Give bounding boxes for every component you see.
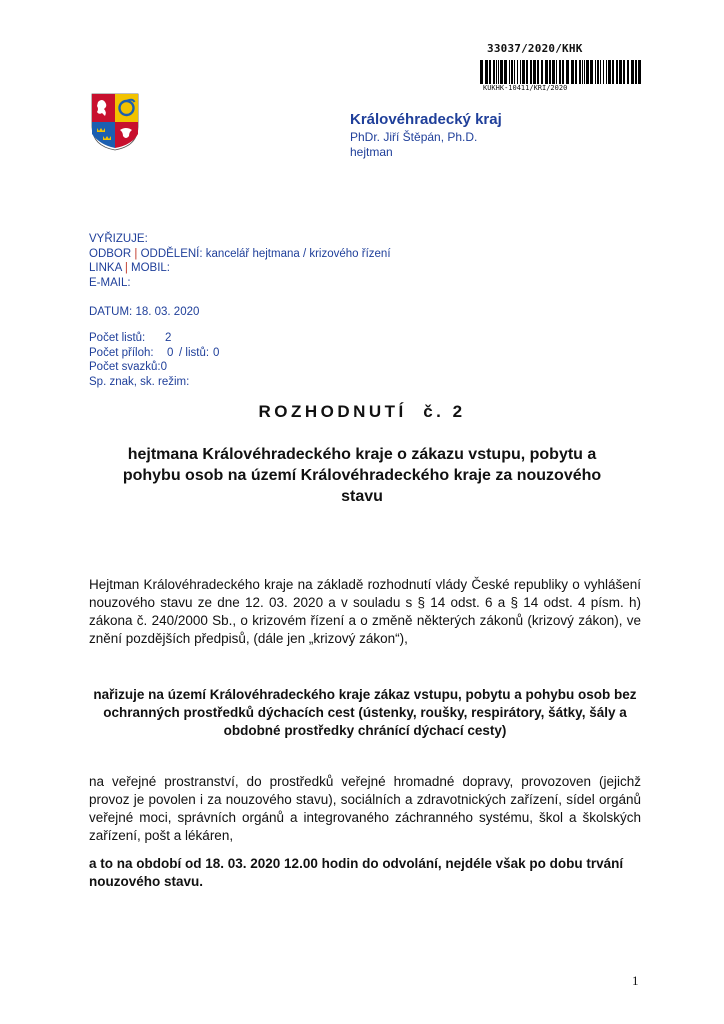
barcode-bar	[597, 60, 599, 84]
barcode-bar	[590, 60, 593, 84]
attachment-sheets-value: 0	[213, 346, 220, 359]
barcode-bar	[603, 60, 604, 84]
validity-paragraph: a to na období od 18. 03. 2020 12.00 hodin do odvolání, nejdéle však po dobu trvání nouzového stavu.	[89, 856, 624, 889]
barcode-bar	[530, 60, 532, 84]
attachment-sheets-label: / listů:	[179, 346, 210, 359]
volume-count-label: Počet svazků:	[89, 361, 161, 373]
attachment-count-label: Počet příloh:	[89, 346, 154, 359]
barcode-bar	[511, 60, 513, 84]
separator: |	[124, 262, 128, 274]
handler-info-block	[89, 232, 391, 290]
barcode-bar	[526, 60, 528, 84]
barcode-bar	[619, 60, 622, 84]
barcode-bar	[514, 60, 515, 84]
decision-title: ROZHODNUTÍ č. 2	[258, 402, 466, 421]
department-value: kancelář hejtmana / krizového řízení	[205, 247, 391, 260]
barcode-bar	[493, 60, 495, 84]
coat-of-arms-icon	[90, 92, 140, 152]
mobil-label: MOBIL:	[131, 262, 170, 274]
barcode-bar	[496, 60, 497, 84]
date-value: 18. 03. 2020	[135, 306, 200, 318]
barcode-bar	[504, 60, 507, 84]
barcode-bar	[584, 60, 585, 84]
document-reference-number: 33037/2020/KHK	[487, 42, 583, 55]
linka-label: LINKA	[89, 262, 122, 274]
phone-line	[89, 261, 391, 276]
barcode-bar	[541, 60, 543, 84]
oddeleni-label: ODDĚLENÍ:	[140, 247, 203, 260]
barcode-bar	[562, 60, 564, 84]
barcode-text: KUKHK-10411/KRI/2020	[483, 84, 568, 92]
barcode-bar	[489, 60, 491, 84]
barcode-bar	[556, 60, 557, 84]
barcode-bar	[522, 60, 525, 84]
sheet-count-value: 2	[165, 332, 172, 344]
barcode-bar	[498, 60, 499, 84]
organization-name: Královéhradecký kraj	[350, 111, 502, 128]
date-line	[89, 305, 199, 320]
barcode-bar	[500, 60, 503, 84]
page-number: 1	[632, 973, 639, 988]
barcode-bar	[579, 60, 581, 84]
barcode-bar	[520, 60, 521, 84]
barcode-bar	[559, 60, 561, 84]
barcode-bar	[480, 60, 483, 84]
department-line	[89, 247, 391, 262]
barcode-bar	[552, 60, 555, 84]
barcode-bar	[627, 60, 629, 84]
barcode-bar	[575, 60, 577, 84]
barcode-bar	[635, 60, 637, 84]
barcode-bar	[537, 60, 539, 84]
sheet-count-label: Počet listů:	[89, 332, 146, 344]
barcode-bar	[606, 60, 607, 84]
separator: |	[134, 247, 138, 260]
volume-count-row	[89, 360, 219, 375]
attachment-count-row	[89, 346, 219, 361]
barcode-bar	[533, 60, 536, 84]
date-label: DATUM:	[89, 306, 133, 318]
barcode-bar	[586, 60, 589, 84]
barcode-bar	[549, 60, 551, 84]
barcode	[480, 60, 642, 84]
places-paragraph: na veřejné prostranství, do prostředků veřejné hromadné dopravy, provozoven (jejichž provoz je povolen i za nouzového stavu), sociálních a zdravotnických zařízení, sídel orgánů veřejné moci, správních orgánů a integrovaného záchranného systému, škol a školských zařízení, pošt a lékáren,	[89, 774, 641, 843]
barcode-bar	[623, 60, 625, 84]
barcode-bar	[612, 60, 614, 84]
barcode-bar	[616, 60, 618, 84]
vyrizuje-label: VYŘIZUJE:	[89, 233, 148, 245]
barcode-bar	[485, 60, 488, 84]
file-mark-label: Sp. znak, sk. režim:	[89, 375, 190, 388]
sheet-count-row	[89, 331, 219, 346]
email-label: E-MAIL:	[89, 276, 131, 289]
volume-count-value: 0	[160, 361, 167, 373]
barcode-bar	[571, 60, 574, 84]
order-paragraph: nařizuje na území Královéhradeckého kraje zákaz vstupu, pobytu a pohybu osob bez ochranných prostředků dýchacích cest (ústenky, roušky, respirátory, šátky, šály a obdobné prostředky chránící dýchací cesty)	[93, 687, 637, 738]
barcode-bar	[582, 60, 583, 84]
barcode-bar	[595, 60, 596, 84]
barcode-bar	[509, 60, 510, 84]
attachment-count-value: 0	[167, 346, 174, 359]
barcode-bar	[600, 60, 601, 84]
barcode-bar	[545, 60, 548, 84]
odbor-label: ODBOR	[89, 247, 132, 260]
barcode-bar	[608, 60, 611, 84]
barcode-bar	[517, 60, 518, 84]
decision-subtitle: hejtmana Královéhradeckého kraje o zákazu vstupu, pobytu a pohybu osob na území Královéhradeckého kraje za nouzového stavu	[122, 446, 602, 505]
barcode-bar	[566, 60, 569, 84]
official-name: PhDr. Jiří Štěpán, Ph.D.	[350, 130, 478, 144]
barcode-bar	[631, 60, 634, 84]
official-role: hejtman	[350, 145, 393, 159]
legal-basis-paragraph: Hejtman Královéhradeckého kraje na základě rozhodnutí vlády České republiky o vyhlášení nouzového stavu ze dne 12. 03. 2020 a v souladu s § 14 odst. 6 a § 14 odst. 4 písm. h) zákona č. 240/2000 Sb., o krizovém řízení a o změně některých zákonů (krizový zákon), ve znění pozdějších předpisů, (dále jen „krizový zákon“),	[89, 577, 641, 646]
barcode-bar	[638, 60, 641, 84]
document-counts	[89, 331, 219, 389]
